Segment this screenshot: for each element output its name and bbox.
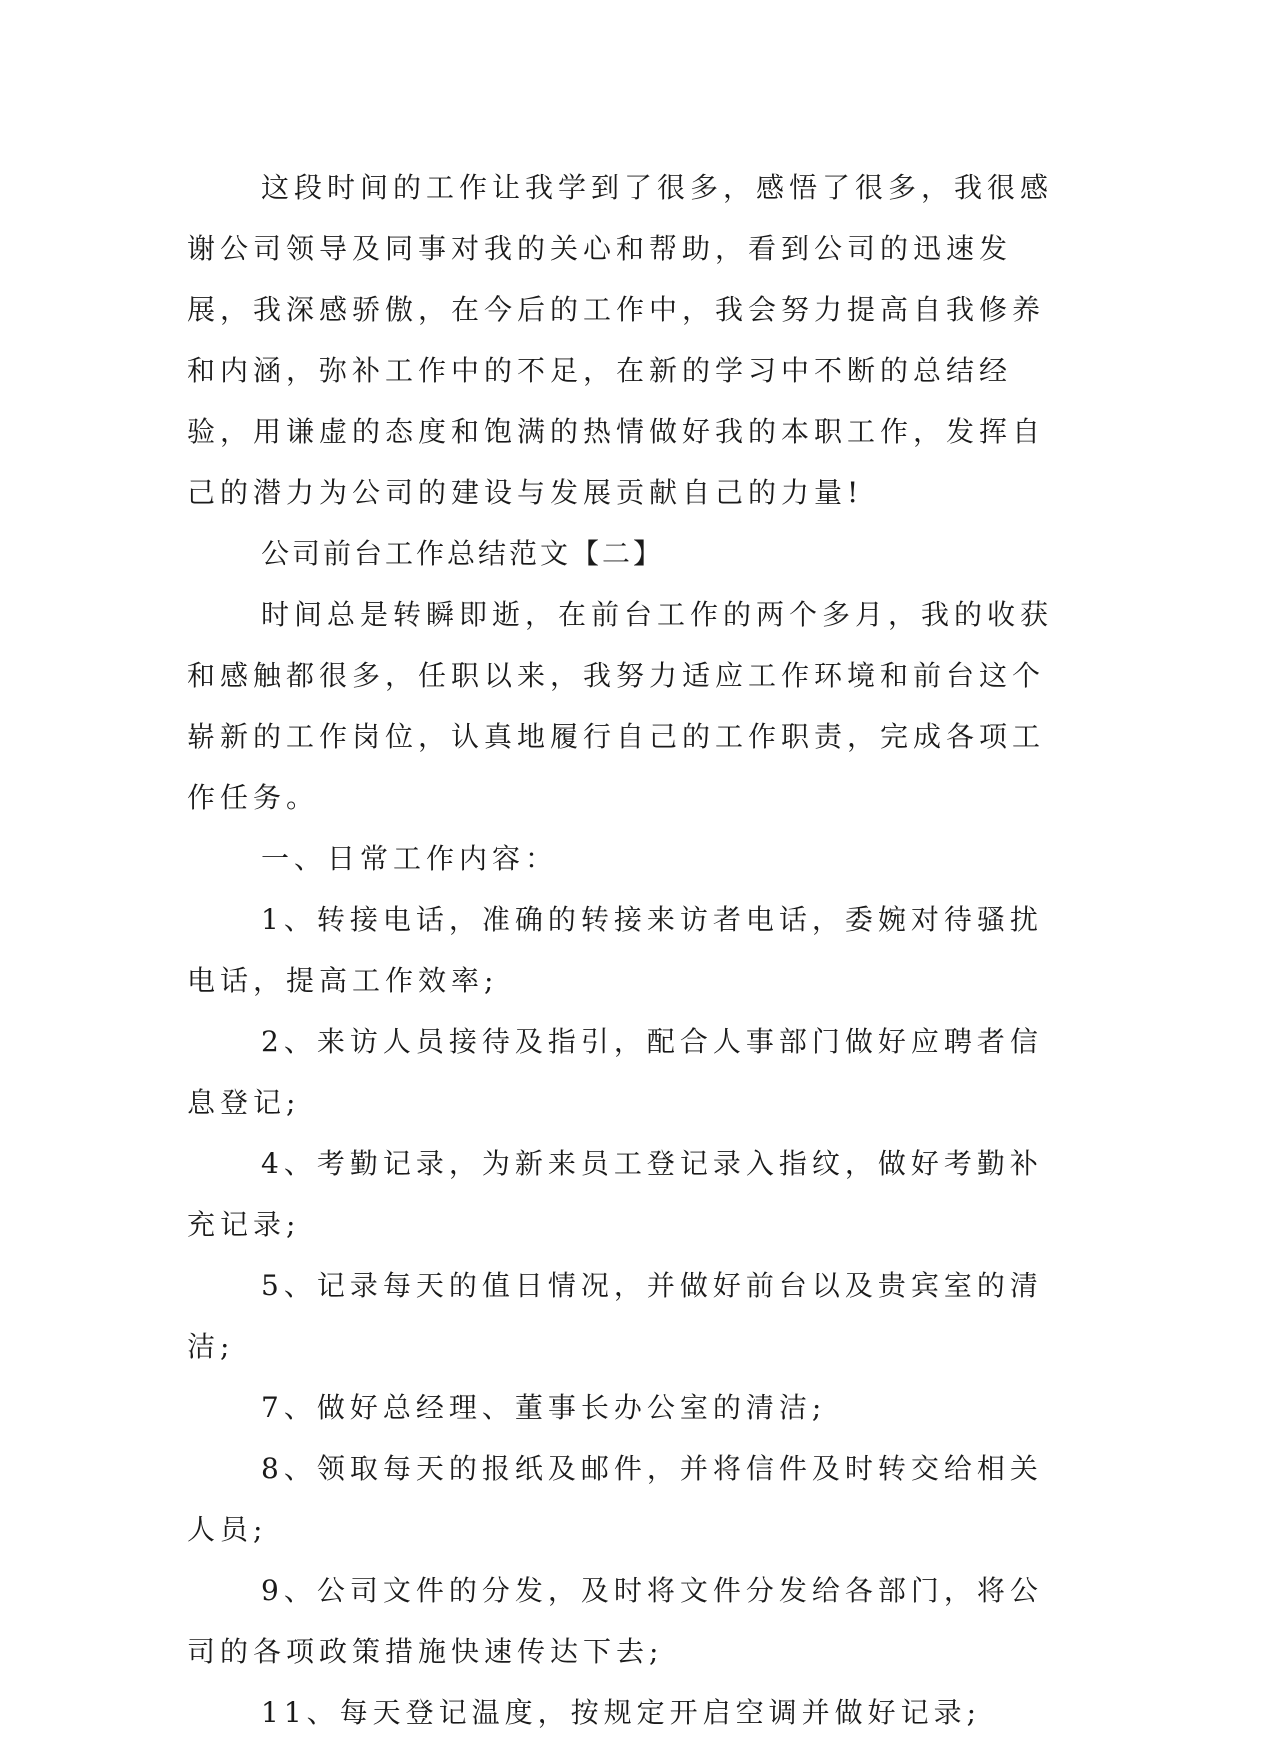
section-title: 公司前台工作总结范文【二】 — [261, 537, 665, 570]
list-item: 11、每天登记温度，按规定开启空调并做好记录; — [261, 1696, 982, 1729]
paragraph-conclusion: 这段时间的工作让我学到了很多，感悟了很多，我很感谢公司领导及同事对我的关心和帮助，看到公司的迅速发展，我深感骄傲，在今后的工作中，我会努力提高自我修养和内涵，弥补工作中的不足，在新的学习中不断的总结经验，用谦虚的态度和饱满的热情做好我的本职工作，发挥自己的潜力为公司的建设与发展贡献自己的力量! — [187, 171, 1054, 509]
document-body — [187, 157, 1067, 1743]
paragraph-intro: 时间总是转瞬即逝，在前台工作的两个多月，我的收获和感触都很多，任职以来，我努力适应工作环境和前台这个崭新的工作岗位，认真地履行自己的工作职责，完成各项工作任务。 — [187, 598, 1054, 814]
list-item: 4、考勤记录，为新来员工登记录入指纹，做好考勤补充记录; — [187, 1147, 1043, 1241]
list-item: 1、转接电话，准确的转接来访者电话，委婉对待骚扰电话，提高工作效率; — [187, 903, 1043, 997]
list-item: 2、来访人员接待及指引，配合人事部门做好应聘者信息登记; — [187, 1025, 1043, 1119]
section-heading-daily-work: 一、日常工作内容： — [261, 842, 559, 875]
list-item: 7、做好总经理、董事长办公室的清洁; — [261, 1391, 827, 1424]
list-item: 9、公司文件的分发，及时将文件分发给各部门，将公司的各项政策措施快速传达下去; — [187, 1574, 1043, 1668]
list-item: 8、领取每天的报纸及邮件，并将信件及时转交给相关人员; — [187, 1452, 1043, 1546]
list-item: 5、记录每天的值日情况，并做好前台以及贵宾室的清洁; — [187, 1269, 1043, 1363]
